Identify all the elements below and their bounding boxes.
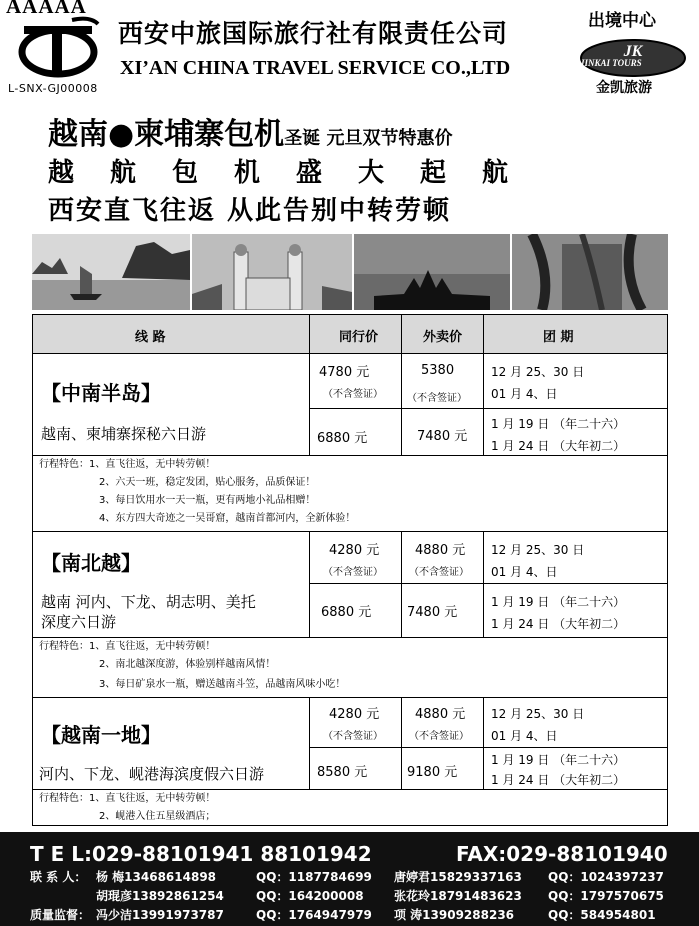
itinerary-table [32, 314, 668, 826]
route-3-feature: 2、岘港入住五星级酒店； [99, 811, 216, 822]
contact-label: 联 系 人： [30, 870, 87, 884]
divider [309, 408, 667, 409]
route-1-retail-price: 5380 [421, 363, 455, 378]
divider [309, 583, 667, 584]
divider [33, 455, 667, 456]
supervisor-label: 质量监督： [30, 908, 91, 922]
route-2-retail-price: 4880 元 [415, 543, 466, 558]
divider [401, 353, 402, 455]
route-2-retail-price-2: 7480 元 [407, 605, 458, 620]
company-name-cn: 西安中旅国际旅行社有限责任公司 [118, 19, 509, 48]
divider [33, 531, 667, 532]
divider [33, 637, 667, 638]
route-2-date: 12 月 25、30 日 [491, 543, 585, 557]
fax-number: FAX:029-88101940 [456, 842, 668, 866]
route-2-date: 1 月 19 日 （年二十六） [491, 595, 626, 609]
divider [33, 789, 667, 790]
divider [401, 315, 402, 353]
route-1-date: 1 月 24 日 （大年初二） [491, 439, 626, 453]
header-peer-price: 同行价 [339, 330, 379, 345]
headline-sub: 圣诞 元旦双节特惠价 [284, 128, 453, 149]
route-2-date: 1 月 24 日 （大年初二） [491, 617, 626, 631]
route-2-name-line1: 越南 河内、下龙、胡志明、美托 [41, 593, 256, 611]
route-3-peer-price-2: 8580 元 [317, 765, 368, 780]
route-3-date: 1 月 24 日 （大年初二） [491, 773, 626, 787]
route-2-peer-price: 4280 元 [329, 543, 380, 558]
route-1-date: 1 月 19 日 （年二十六） [491, 417, 626, 431]
route-3-date: 01 月 4、日 [491, 729, 558, 743]
divider [33, 697, 667, 698]
contact-name: 项 涛13909288236 [394, 908, 515, 922]
halong-bay-photo [32, 234, 190, 310]
route-2-feature: 2、南北越深度游，体验别样越南风情！ [99, 659, 276, 670]
route-1-feature: 3、每日饮用水一天一瓶，更有两地小礼品相赠！ [99, 495, 316, 506]
route-2-date: 01 月 4、日 [491, 565, 558, 579]
route-1-peer-note: （不含签证） [323, 389, 383, 400]
route-1-feature: 4、东方四大奇迹之一吴哥窟，越南首都河内，全新体验！ [99, 513, 356, 524]
contact-qq: QQ：1024397237 [548, 870, 664, 884]
divider [483, 315, 484, 353]
route-3-peer-price: 4280 元 [329, 707, 380, 722]
contact-name: 胡琨彦13892861254 [96, 889, 224, 903]
license-number: L-SNX-GJ00008 [8, 82, 98, 95]
route-3-name: 河内、下龙、岘港海滨度假六日游 [39, 765, 265, 783]
route-2-peer-note: （不含签证） [323, 567, 383, 578]
route-1-retail-note: （不含签证） [407, 393, 467, 404]
contact-qq: QQ：584954801 [548, 908, 656, 922]
route-1-retail-price-2: 7480 元 [417, 429, 468, 444]
header-dates: 团 期 [543, 330, 574, 345]
divider [401, 531, 402, 637]
contact-qq: QQ：1187784699 [256, 870, 372, 884]
route-2-retail-note: （不含签证） [409, 567, 469, 578]
headline-line-3: 西安直飞往返 从此告别中转劳顿 [48, 196, 452, 226]
route-1-feature: 2、六天一班，稳定发团，贴心服务，品质保证！ [99, 477, 316, 488]
header-route: 线 路 [135, 330, 166, 345]
divider [483, 531, 484, 637]
route-2-name-line2: 深度六日游 [41, 613, 117, 631]
grade-rating: AAAAA [6, 0, 87, 18]
company-name-en: XI’AN CHINA TRAVEL SERVICE CO.,LTD [120, 57, 511, 79]
route-2-title: 【南北越】 [41, 551, 141, 575]
route-2-feature: 3、每日矿泉水一瓶，赠送越南斗笠，品越南风味小吃！ [99, 679, 346, 690]
divider [309, 353, 310, 455]
contact-qq: QQ：164200008 [256, 889, 364, 903]
divider [483, 697, 484, 789]
ta-prohm-photo [512, 234, 668, 310]
route-3-peer-note: （不含签证） [323, 731, 383, 742]
route-1-name: 越南、柬埔寨探秘六日游 [41, 425, 207, 443]
header-retail-price: 外卖价 [423, 330, 463, 345]
route-1-peer-price: 4780 元 [319, 365, 370, 380]
divider [309, 697, 310, 789]
contact-qq: QQ：1797570675 [548, 889, 664, 903]
divider [401, 697, 402, 789]
divider [309, 531, 310, 637]
photo-strip [32, 234, 668, 310]
contact-footer [0, 832, 699, 926]
route-3-title: 【越南一地】 [41, 723, 161, 747]
tel-numbers: T E L:029-88101941 88101942 [30, 842, 372, 866]
jinkai-name-en: JINKAI TOURS [580, 58, 642, 68]
route-1-peer-price-2: 6880 元 [317, 431, 368, 446]
divider [33, 353, 667, 354]
divider [483, 353, 484, 455]
headline-line-1 [48, 109, 452, 153]
contact-qq: QQ：1764947979 [256, 908, 372, 922]
divider [309, 747, 667, 748]
route-3-feature: 行程特色：1、直飞往返，无中转劳顿！ [39, 793, 216, 804]
cts-logo-icon [14, 12, 104, 82]
contact-name: 冯少洁13991973787 [96, 908, 224, 922]
route-1-date: 01 月 4、日 [491, 387, 558, 401]
headline-main: 越南●柬埔寨包机 [48, 117, 285, 152]
jinkai-name-cn: 金凯旅游 [596, 80, 652, 96]
route-1-date: 12 月 25、30 日 [491, 365, 585, 379]
route-3-date: 12 月 25、30 日 [491, 707, 585, 721]
temple-photo [192, 234, 352, 310]
route-2-feature: 行程特色：1、直飞往返，无中转劳顿！ [39, 641, 216, 652]
jinkai-logo-icon [578, 34, 688, 78]
contact-name: 张花玲18791483623 [394, 889, 522, 903]
route-2-peer-price-2: 6880 元 [321, 605, 372, 620]
jinkai-logo-text: JK [623, 43, 643, 60]
headline-line-2: 越航包机盛大起航 [48, 158, 545, 188]
route-3-retail-note: （不含签证） [409, 731, 469, 742]
route-3-date: 1 月 19 日 （年二十六） [491, 753, 626, 767]
divider [309, 315, 310, 353]
contact-name: 杨 梅13468614898 [96, 870, 217, 884]
page-header [0, 0, 699, 100]
outbound-center-label: 出境中心 [588, 11, 656, 31]
contact-name: 唐婷君15829337163 [394, 870, 522, 884]
route-3-retail-price: 4880 元 [415, 707, 466, 722]
route-1-feature: 行程特色：1、直飞往返，无中转劳顿！ [39, 459, 216, 470]
route-3-retail-price-2: 9180 元 [407, 765, 458, 780]
angkor-wat-photo [354, 234, 510, 310]
route-1-title: 【中南半岛】 [41, 381, 161, 405]
